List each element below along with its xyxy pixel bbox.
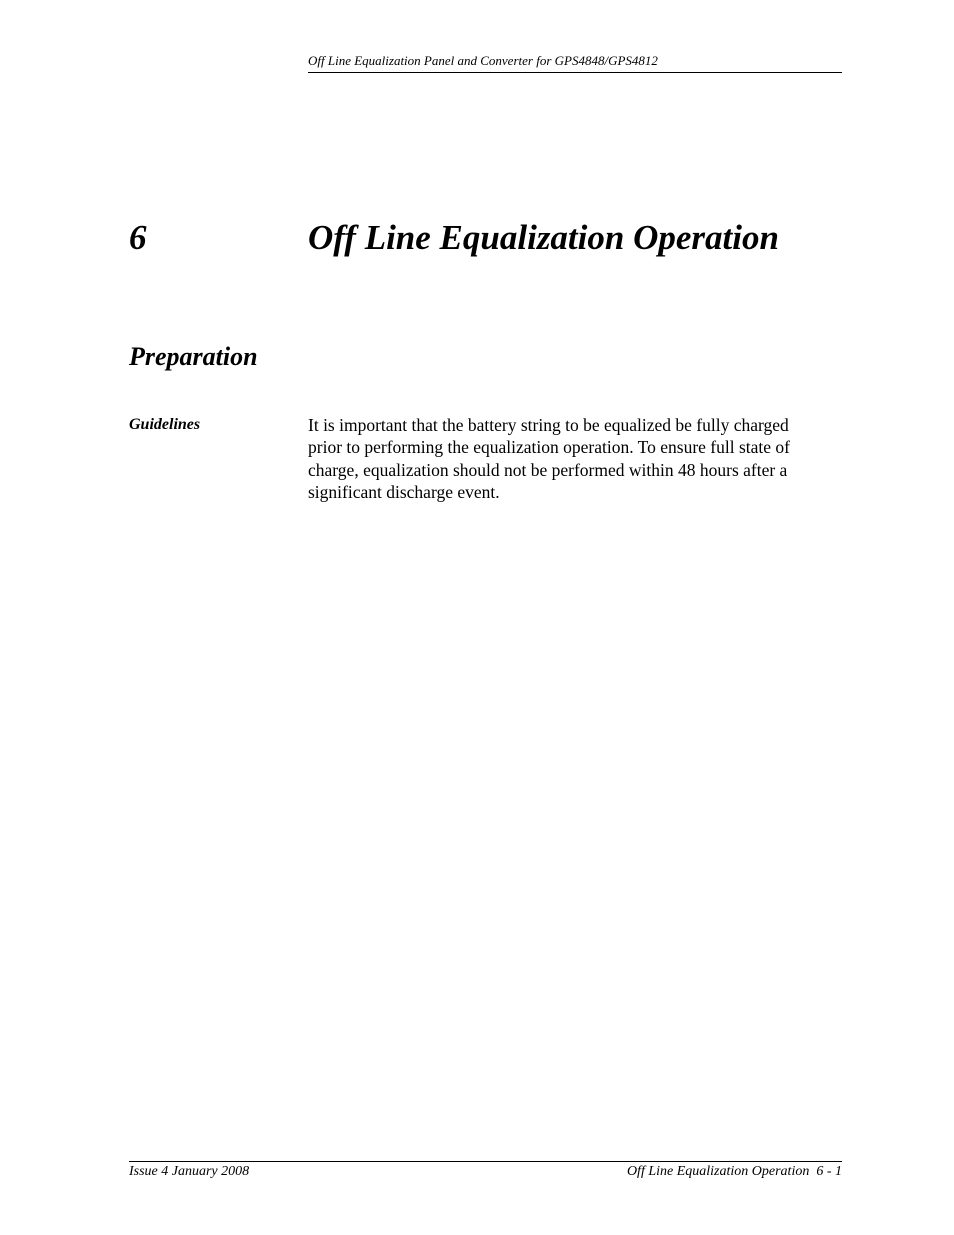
guidelines-label: Guidelines	[129, 416, 201, 433]
paragraph-line: charge, equalization should not be performed within 48 hours after a	[308, 459, 788, 480]
footer-page-label: Off Line Equalization Operation 6 - 1	[626, 1164, 842, 1179]
chapter-title: Off Line Equalization Operation	[308, 218, 779, 257]
guidelines-paragraph	[308, 414, 842, 503]
section-heading: Preparation	[129, 342, 258, 371]
running-header: Off Line Equalization Panel and Converter for GPS4848/GPS4812	[308, 53, 658, 68]
paragraph-line: prior to performing the equalization operation. To ensure full state of	[308, 437, 790, 458]
footer-issue: Issue 4 January 2008	[129, 1164, 250, 1179]
chapter-number: 6	[129, 218, 147, 257]
paragraph-line: It is important that the battery string to be equalized be fully charged	[308, 415, 789, 435]
paragraph-line: significant discharge event.	[308, 481, 500, 502]
header-divider	[308, 72, 842, 73]
footer-divider	[129, 1161, 842, 1162]
